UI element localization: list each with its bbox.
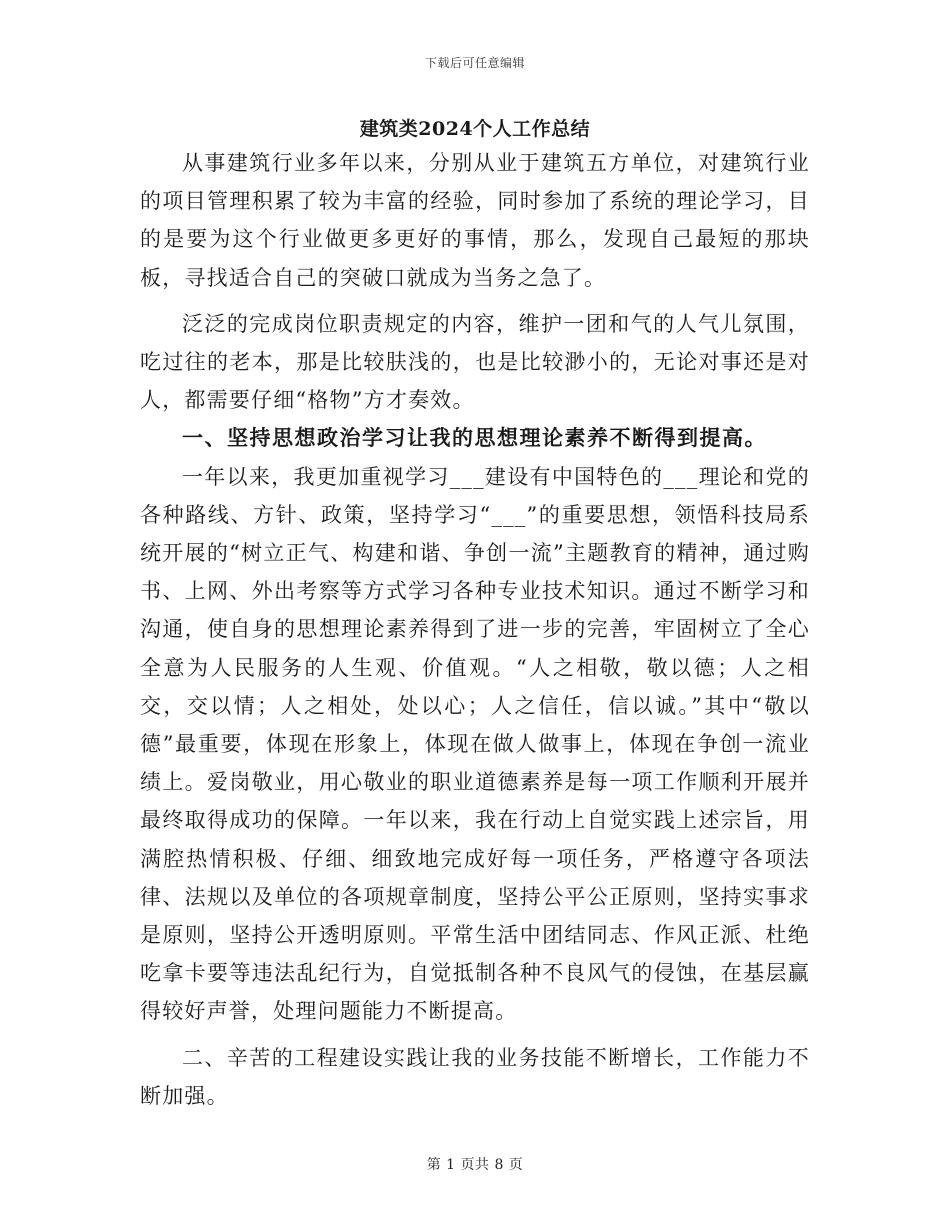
paragraph-second: 泛泛的完成岗位职责规定的内容，维护一团和气的人气儿氛围，吃过往的老本，那是比较肤浅的，也是比较渺小的，无论对事还是对人，都需要仔细“格物”方才奏效。 — [140, 311, 810, 413]
page-indicator: 第 1 页共 8 页 — [426, 1157, 524, 1173]
document-title: 建筑类2024个人工作总结 — [359, 118, 591, 140]
paragraph-intro: 从事建筑行业多年以来，分别从业于建筑五方单位，对建筑行业的项目管理积累了较为丰富的经验，同时参加了系统的理论学习，目的是要为这个行业做更多更好的事情，那么，发现自己最短的那块板，寻找适合自己的突破口就成为当务之急了。 — [140, 151, 810, 290]
section-heading-1: 一、坚持思想政治学习让我的思想理论素养不断得到提高。 — [182, 425, 767, 451]
paragraph-section-1: 一年以来，我更加重视学习___建设有中国特色的___理论和党的各种路线、方针、政策，坚持学习“___”的重要思想，领悟科技局系统开展的“树立正气、构建和谐、争创一流”主题教育的精神，通过购书、上网、外出考察等方式学习各种专业技术知识。通过不断学习和沟通，使自身的思想理论素养得到了进一步的完善，牢固树立了全心全意为人民服务的人生观、价值观。“人之相敬，敬以德；人之相交，交以情；人之相处，处以心；人之信任，信以诚。”其中“敬以德”最重要，体现在形象上，体现在做人做事上，体现在争创一流业绩上。爱岗敬业，用心敬业的职业道德素养是每一项工作顺利开展并最终取得成功的保障。一年以来，我在行动上自觉实践上述宗旨，用满腔热情积极、仔细、细致地完成好每一项任务，严格遵守各项法律、法规以及单位的各项规章制度，坚持公平公正原则，坚持实事求是原则，坚持公开透明原则。平常生活中团结同志、作风正派、杜绝吃拿卡要等违法乱纪行为，自觉抵制各种不良风气的侵蚀，在基层赢得较好声誉，处理问题能力不断提高。 — [140, 464, 810, 1024]
header-note: 下载后可任意编辑 — [424, 56, 525, 70]
section-heading-2: 二、辛苦的工程建设实践让我的业务技能不断增长，工作能力不断加强。 — [140, 1045, 810, 1108]
document-body — [140, 144, 810, 1115]
